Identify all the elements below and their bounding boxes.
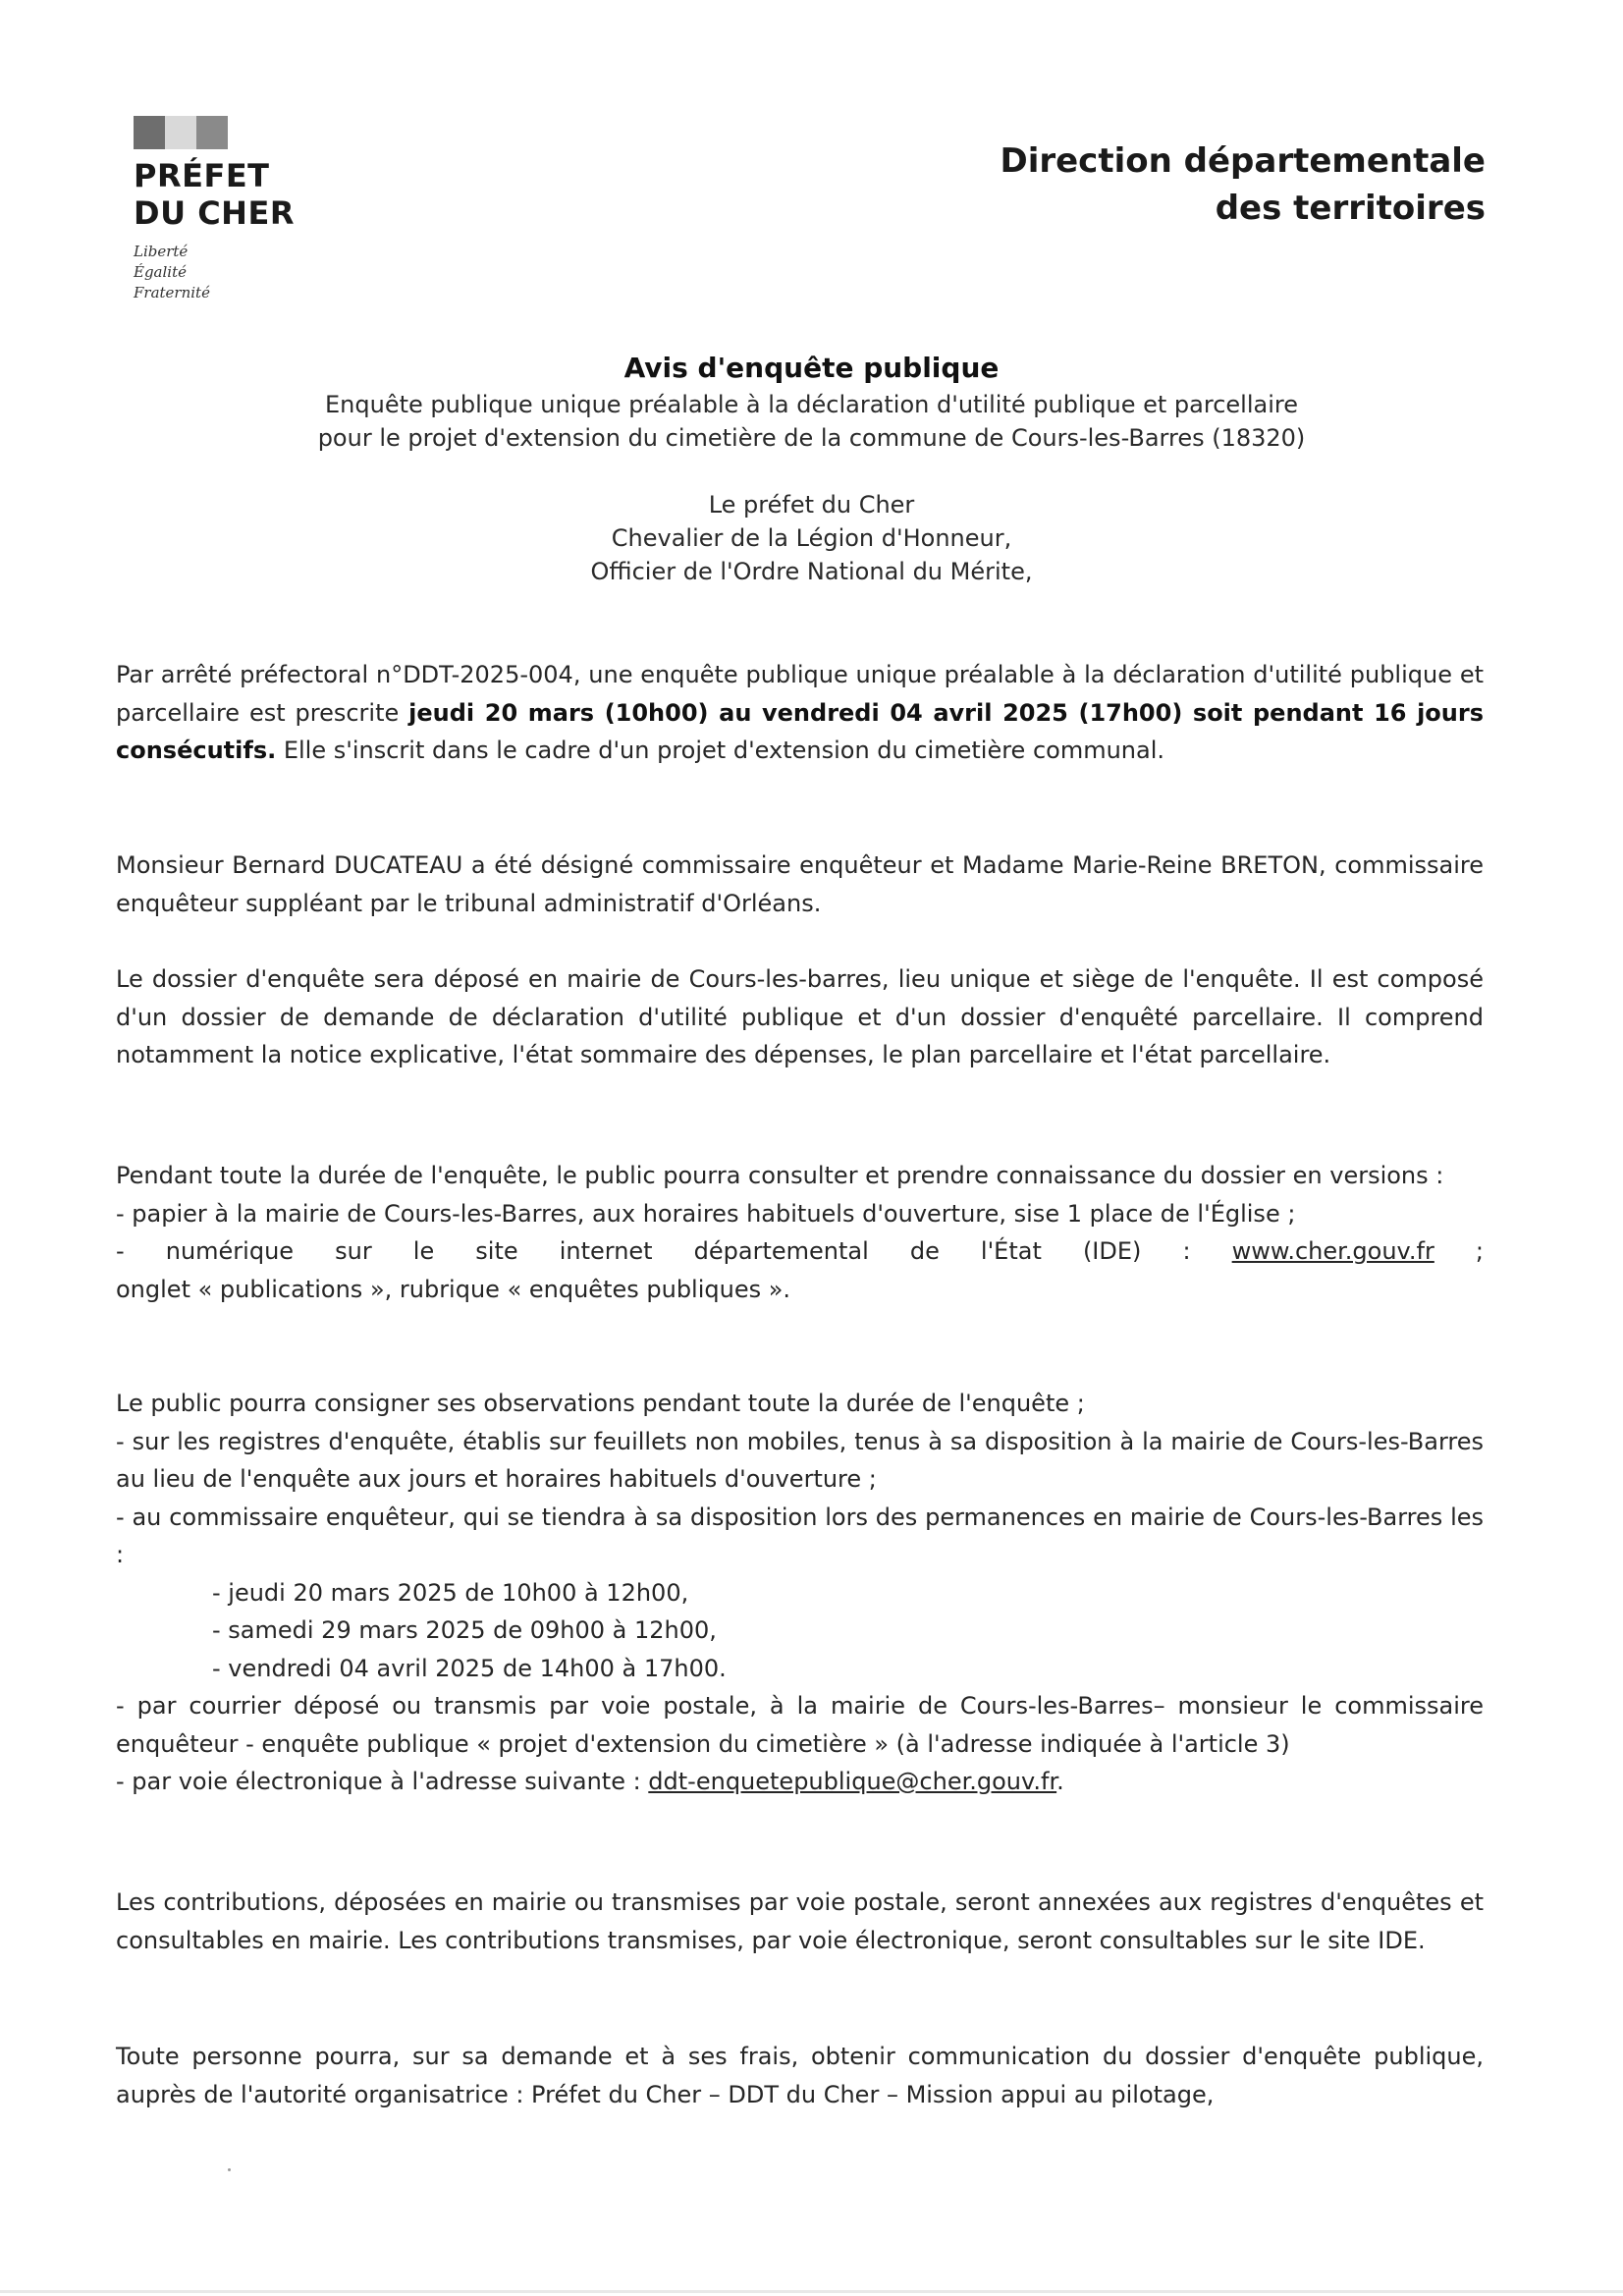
permanence-date-2: - samedi 29 mars 2025 de 09h00 à 12h00,	[212, 1616, 717, 1644]
consultation-digital-end: ;	[1434, 1237, 1485, 1265]
notice-subtitle-1: Enquête publique unique préalable à la déclaration d'utilité publique et parcellaire	[325, 391, 1298, 418]
decree-text-start: Par arrêté préfectoral n°DDT-2025-004, une enquête publique unique préalable à la déclaration d'utilité publique et parcellaire est prescrite	[116, 661, 1484, 727]
paragraph-communication: Toute personne pourra, sur sa demande et à ses frais, obtenir communication du dossier d'enquête publique, auprès de l'autorité organisatrice : Préfet du Cher – DDT du Cher – Mission appui au pilotage,	[116, 2043, 1484, 2108]
permanence-date-1: - jeudi 20 mars 2025 de 10h00 à 12h00,	[212, 1578, 689, 1607]
observations-intro: Le public pourra consigner ses observations pendant toute la durée de l'enquête ;	[116, 1390, 1085, 1417]
notice-heading	[0, 349, 1623, 588]
consultation-digital-text: - numérique sur le site internet départemental de l'État (IDE) :	[116, 1237, 1232, 1265]
prefect-line-2: Chevalier de la Légion d'Honneur,	[611, 524, 1012, 552]
observations-mail: - par courrier déposé ou transmis par voie postale, à la mairie de Cours-les-Barres– monsieur le commissaire enquêteur - enquête publique « projet d'extension du cimetière » (à l'adresse indiquée à l'article 3)	[116, 1692, 1484, 1758]
direction-title: Direction départementale des territoires	[1000, 141, 1486, 228]
consultation-digital-section: onglet « publications », rubrique « enquêtes publiques ».	[116, 1275, 791, 1303]
consultation-intro: Pendant toute la durée de l'enquête, le public pourra consulter et prendre connaissance du dossier en versions :	[116, 1162, 1444, 1189]
notice-title: Avis d'enquête publique	[623, 352, 1000, 384]
consultation-digital	[116, 1232, 1484, 1271]
observations-registers: - sur les registres d'enquête, établis sur feuillets non mobiles, tenus à sa disposition à la mairie de Cours-les-Barres au lieu de l'enquête aux jours et horaires habituels d'ouverture ;	[116, 1427, 1484, 1493]
paragraph-consultation	[116, 1157, 1484, 1308]
prefet-name: PRÉFET DU CHER	[134, 157, 295, 232]
decree-text-end: Elle s'inscrit dans le cadre d'un projet d'extension du cimetière communal.	[276, 737, 1165, 764]
email-text: - par voie électronique à l'adresse suivante :	[116, 1768, 649, 1795]
website-link[interactable]: www.cher.gouv.fr	[1231, 1237, 1434, 1265]
paragraph-commissioner: Monsieur Bernard DUCATEAU a été désigné commissaire enquêteur et Madame Marie-Reine BRETON, commissaire enquêteur suppléant par le tribunal administratif d'Orléans.	[116, 851, 1484, 917]
consultation-paper: - papier à la mairie de Cours-les-Barres, aux horaires habituels d'ouverture, sise 1 place de l'Église ;	[116, 1199, 1296, 1228]
prefet-logo	[134, 116, 350, 303]
decree-dates: jeudi 20 mars (10h00) au vendredi 04 avril 2025 (17h00) soit pendant 16 jours consécutifs.	[116, 698, 1485, 764]
permanence-date-3: - vendredi 04 avril 2025 de 14h00 à 17h00.	[212, 1654, 727, 1682]
prefect-line-3: Officier de l'Ordre National du Mérite,	[590, 558, 1033, 585]
paragraph-contributions: Les contributions, déposées en mairie ou transmises par voie postale, seront annexées aux registres d'enquêtes et consultables en mairie. Les contributions transmises, par voie électronique, seront consultables sur le site IDE.	[116, 1888, 1484, 1954]
notice-subtitle-2: pour le projet d'extension du cimetière de la commune de Cours-les-Barres (18320)	[317, 424, 1306, 452]
observations-commissioner: - au commissaire enquêteur, qui se tiendra à sa disposition lors des permanences en mairie de Cours-les-Barres les :	[116, 1503, 1484, 1568]
prefect-titles	[0, 488, 1623, 588]
paragraph-decree	[116, 656, 1484, 770]
prefect-line-1: Le préfet du Cher	[708, 491, 915, 519]
marianne-flag-icon	[134, 116, 228, 149]
email-end: .	[1056, 1768, 1064, 1795]
scan-edge-line	[0, 2290, 1623, 2293]
scan-speck	[228, 2168, 231, 2171]
observations-email	[116, 1763, 1484, 1801]
paragraph-dossier: Le dossier d'enquête sera déposé en mairie de Cours-les-barres, lieu unique et siège de l'enquête. Il est composé d'un dossier de demande de déclaration d'utilité publique et d'un dossier d'enquêté parcellaire. Il comprend notamment la notice explicative, l'état sommaire des dépenses, le plan parcellaire et l'état parcellaire.	[116, 965, 1484, 1068]
paragraph-observations	[116, 1385, 1484, 1801]
republic-motto: Liberté Égalité Fraternité	[134, 243, 210, 301]
email-link[interactable]: ddt-enquetepublique@cher.gouv.fr	[648, 1768, 1057, 1795]
